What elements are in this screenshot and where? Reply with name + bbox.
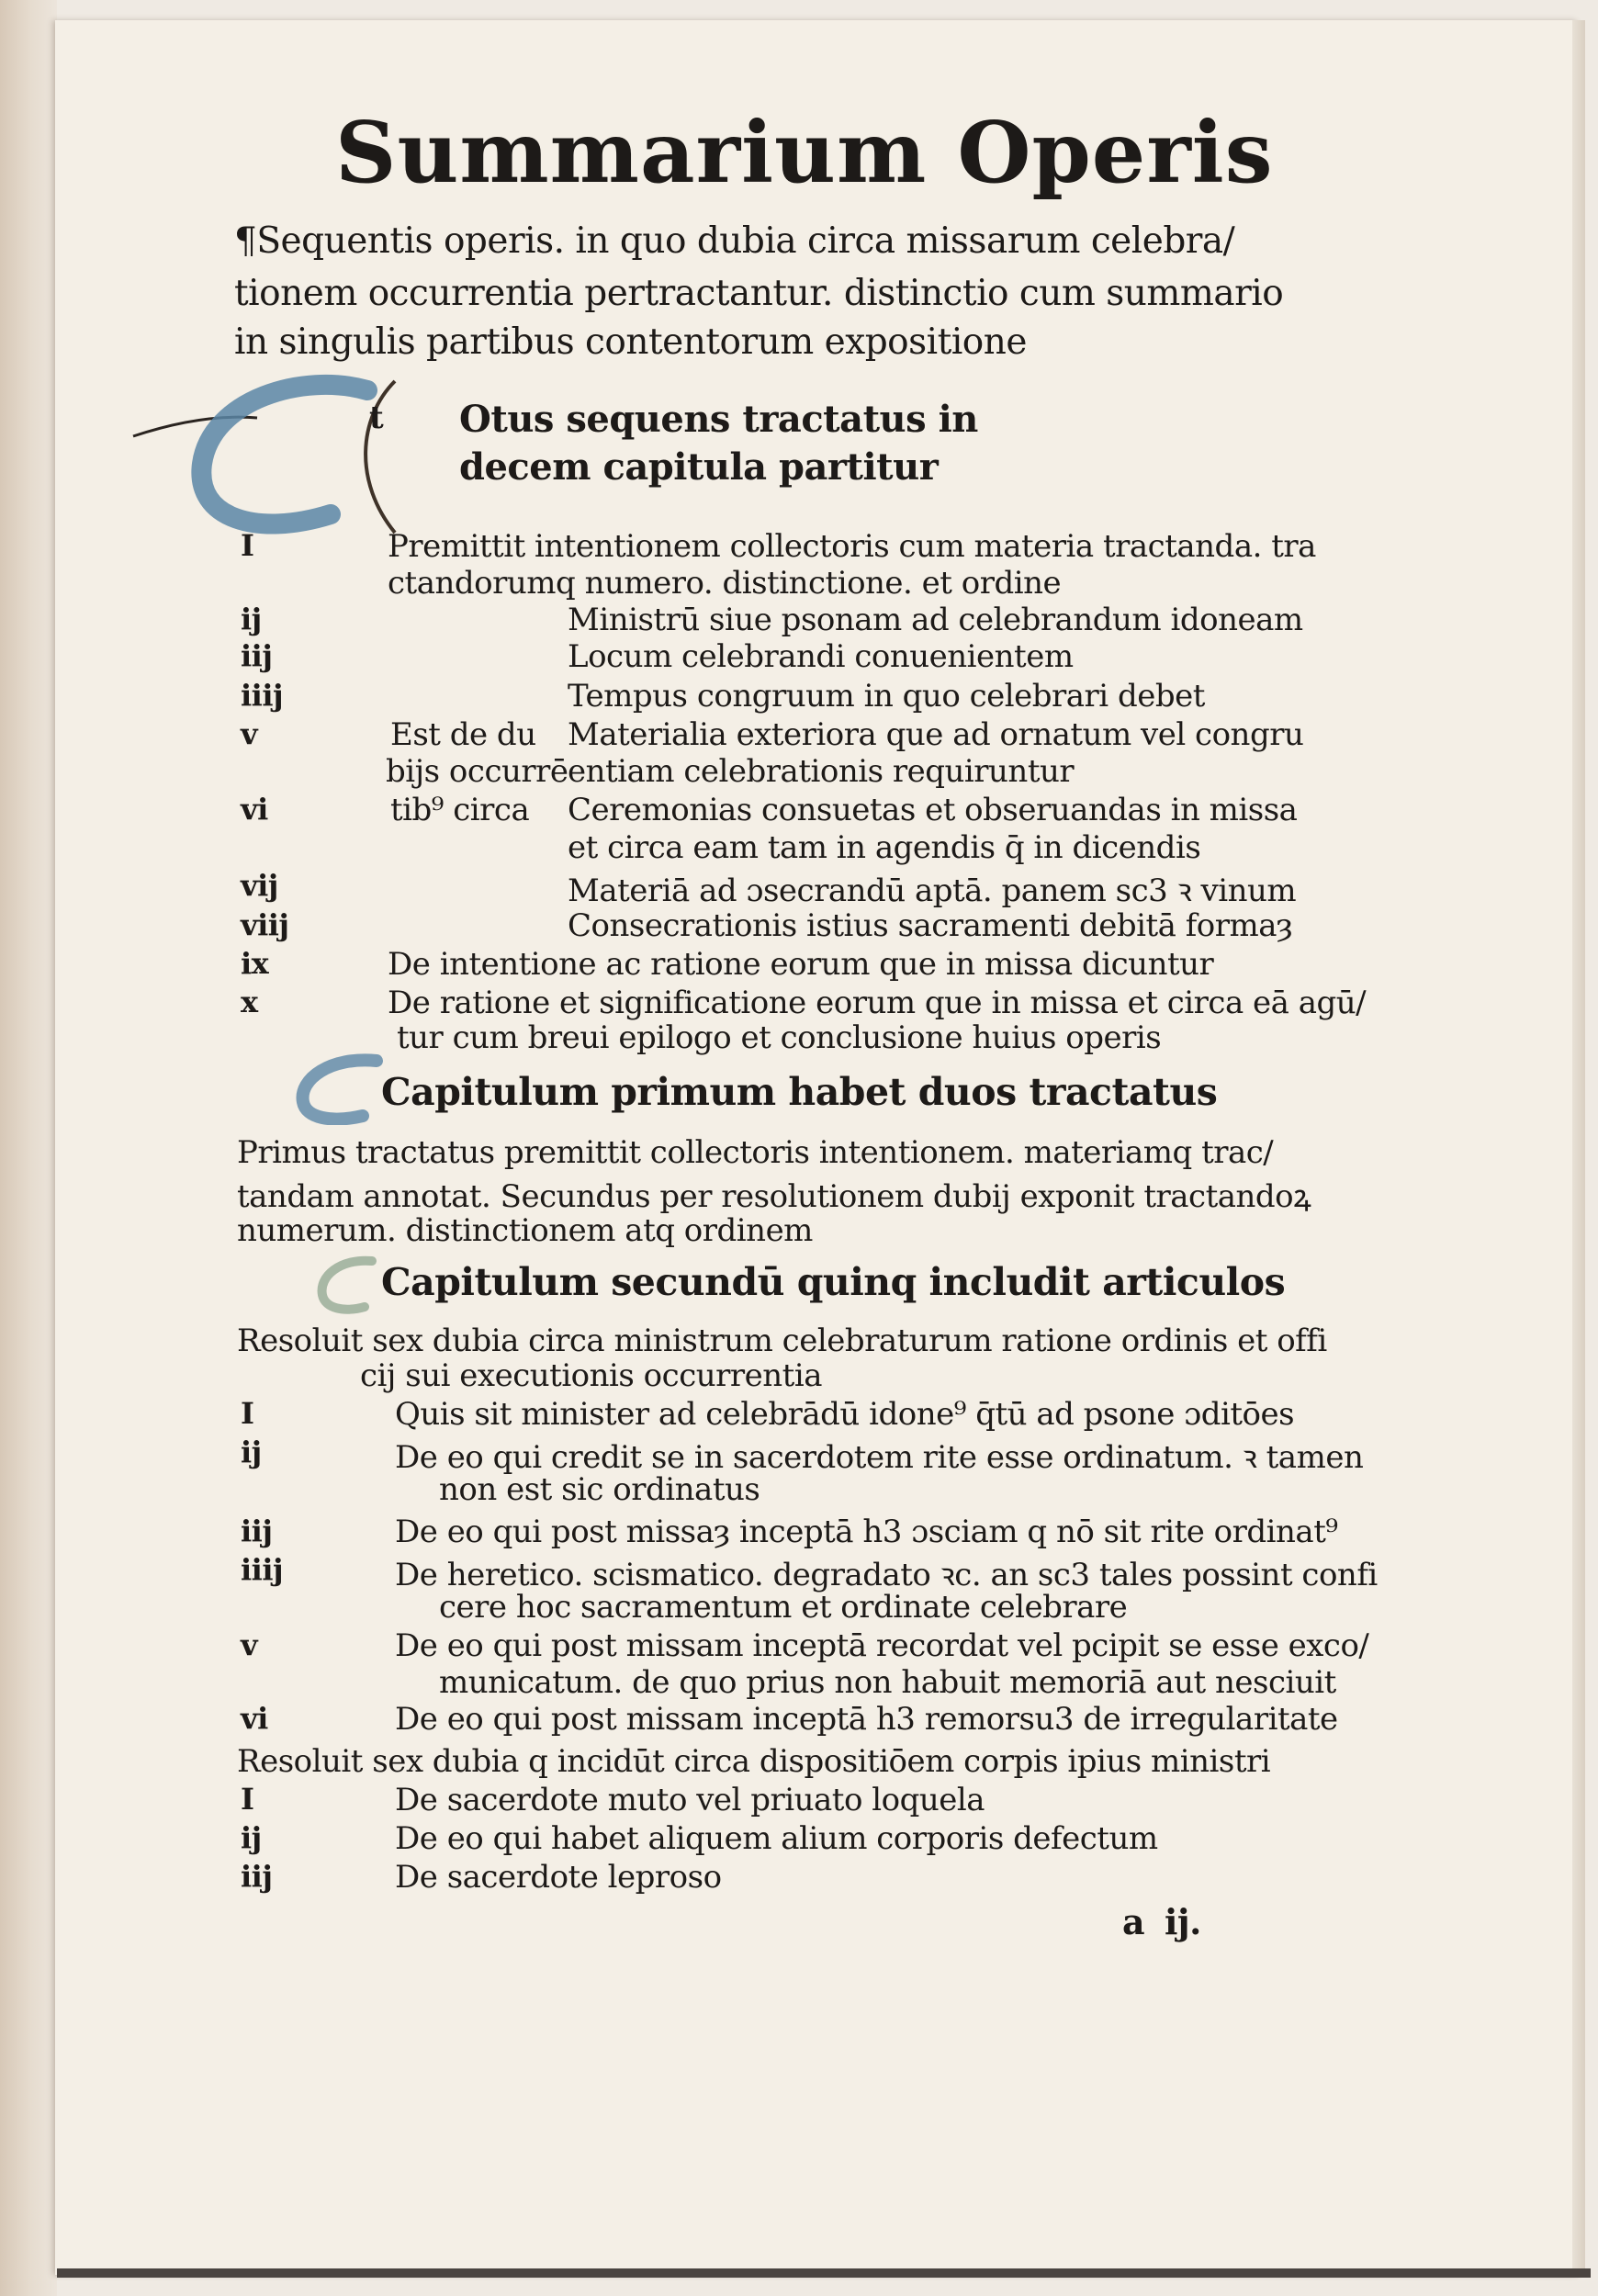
bottom-edge bbox=[57, 2268, 1591, 2278]
rubric-initial-icon bbox=[308, 1254, 381, 1318]
opening-line: decem capitula partitur bbox=[459, 445, 939, 489]
decorated-initial-icon bbox=[119, 363, 422, 546]
chapter-numeral: vi bbox=[241, 792, 268, 827]
chapter-numeral: ij bbox=[241, 602, 262, 636]
article-numeral: iij bbox=[241, 1514, 273, 1548]
book-binding bbox=[0, 0, 57, 2296]
article-line: De eo qui habet aliquem alium corporis defectum bbox=[395, 1820, 1158, 1857]
chapter-numeral: iij bbox=[241, 638, 273, 673]
opening-line: Otus sequens tractatus in bbox=[459, 398, 978, 441]
chapter-line: De intentione ac ratione eorum que in missa dicuntur bbox=[388, 946, 1214, 983]
chapter-numeral: iiij bbox=[241, 678, 284, 713]
intro-line: tionem occurrentia pertractantur. distinctio cum summario bbox=[234, 273, 1284, 314]
article-numeral: ij bbox=[241, 1435, 262, 1469]
chapter-line: et circa eam tam in agendis q̄ in dicendis bbox=[568, 829, 1201, 866]
intro-line: ¶Sequentis operis. in quo dubia circa missarum celebra/ bbox=[234, 220, 1235, 262]
chapter-numeral: ix bbox=[241, 946, 269, 981]
article-line: cere hoc sacramentum et ordinate celebrare bbox=[439, 1589, 1128, 1626]
chapter-line: Consecrationis istius sacramenti debitā formaȝ bbox=[568, 907, 1293, 944]
page-title: Summarium Operis bbox=[335, 103, 1274, 202]
article-line: De sacerdote leproso bbox=[395, 1859, 722, 1896]
article-line: De eo qui credit se in sacerdotem rite esse ordinatum. ꝛ tamen bbox=[395, 1439, 1364, 1476]
resolutio-line: cij sui executionis occurrentia bbox=[360, 1357, 822, 1394]
rubric-initial-icon bbox=[276, 1052, 386, 1125]
chapter-numeral: viij bbox=[241, 907, 289, 942]
article-line: municatum. de quo prius non habuit memoriā aut nesciuit bbox=[439, 1664, 1336, 1701]
article-numeral: v bbox=[241, 1627, 258, 1662]
article-line: De eo qui post missam inceptā h3 remorsu3 de irregularitate bbox=[395, 1701, 1338, 1738]
chapter-numeral: x bbox=[241, 985, 258, 1019]
article-line: non est sic ordinatus bbox=[439, 1471, 760, 1508]
article-numeral: I bbox=[241, 1782, 254, 1817]
article-numeral: iiij bbox=[241, 1552, 284, 1587]
bracket-text: Est de du bbox=[390, 716, 536, 753]
chapter-text: numerum. distinctionem atq ordinem bbox=[237, 1212, 813, 1249]
chapter-line: Premittit intentionem collectoris cum materia tractanda. tra bbox=[388, 528, 1316, 565]
chapter-numeral: I bbox=[241, 528, 254, 563]
resolutio-line: Resoluit sex dubia circa ministrum celebraturum ratione ordinis et offi bbox=[237, 1322, 1327, 1359]
article-line: De heretico. scismatico. degradato ꝛc. an sc3 tales possint confi bbox=[395, 1557, 1378, 1593]
chapter-line: Tempus congruum in quo celebrari debet bbox=[568, 678, 1205, 715]
leaf-edge bbox=[1572, 20, 1585, 2275]
small-initial: t bbox=[369, 400, 384, 436]
chapter-heading: Capitulum secundū quinq includit articulos bbox=[381, 1260, 1286, 1304]
article-line: De eo qui post missam inceptā recordat vel pcipit se esse exco/ bbox=[395, 1627, 1369, 1664]
article-numeral: ij bbox=[241, 1820, 262, 1855]
signature-numeral: ij. bbox=[1165, 1901, 1201, 1942]
signature-letter: a bbox=[1122, 1901, 1145, 1942]
article-numeral: vi bbox=[241, 1701, 268, 1736]
chapter-numeral: v bbox=[241, 716, 258, 751]
chapter-line: Materiā ad ɔsecrandū aptā. panem sc3 ꝛ vinum bbox=[568, 872, 1297, 909]
chapter-line: entiam celebrationis requiruntur bbox=[568, 753, 1075, 790]
chapter-line: Locum celebrandi conuenientem bbox=[568, 638, 1074, 675]
chapter-line: Ceremonias consuetas et obseruandas in missa bbox=[568, 792, 1298, 828]
chapter-heading: Capitulum primum habet duos tractatus bbox=[381, 1070, 1218, 1114]
bracket-text: bijs occurrē bbox=[386, 753, 568, 790]
chapter-line: Materialia exteriora que ad ornatum vel congru bbox=[568, 716, 1304, 753]
chapter-numeral: vij bbox=[241, 868, 278, 903]
resolutio-line: Resoluit sex dubia q incidūt circa dispositiōem corpis ipius ministri bbox=[237, 1743, 1271, 1780]
article-line: Quis sit minister ad celebrādū idone⁹ q̄tū ad psone ɔditōes bbox=[395, 1396, 1295, 1433]
bracket-text: tib⁹ circa bbox=[390, 792, 530, 828]
chapter-text: Primus tractatus premittit collectoris intentionem. materiamq trac/ bbox=[237, 1134, 1274, 1171]
article-line: De sacerdote muto vel priuato loquela bbox=[395, 1782, 985, 1818]
chapter-text: tandam annotat. Secundus per resolutionem dubij exponit tractandoꝝ bbox=[237, 1178, 1311, 1215]
chapter-line: ctandorumq numero. distinctione. et ordine bbox=[388, 565, 1062, 602]
chapter-line: De ratione et significatione eorum que in missa et circa eā agū/ bbox=[388, 985, 1367, 1021]
chapter-line: Ministrū siue psonam ad celebrandum idoneam bbox=[568, 602, 1303, 638]
article-line: De eo qui post missaȝ inceptā h3 ɔsciam q nō sit rite ordinat⁹ bbox=[395, 1514, 1338, 1550]
article-numeral: iij bbox=[241, 1859, 273, 1894]
article-numeral: I bbox=[241, 1396, 254, 1431]
chapter-line: tur cum breui epilogo et conclusione huius operis bbox=[397, 1019, 1162, 1056]
intro-line: in singulis partibus contentorum expositione bbox=[234, 321, 1027, 363]
